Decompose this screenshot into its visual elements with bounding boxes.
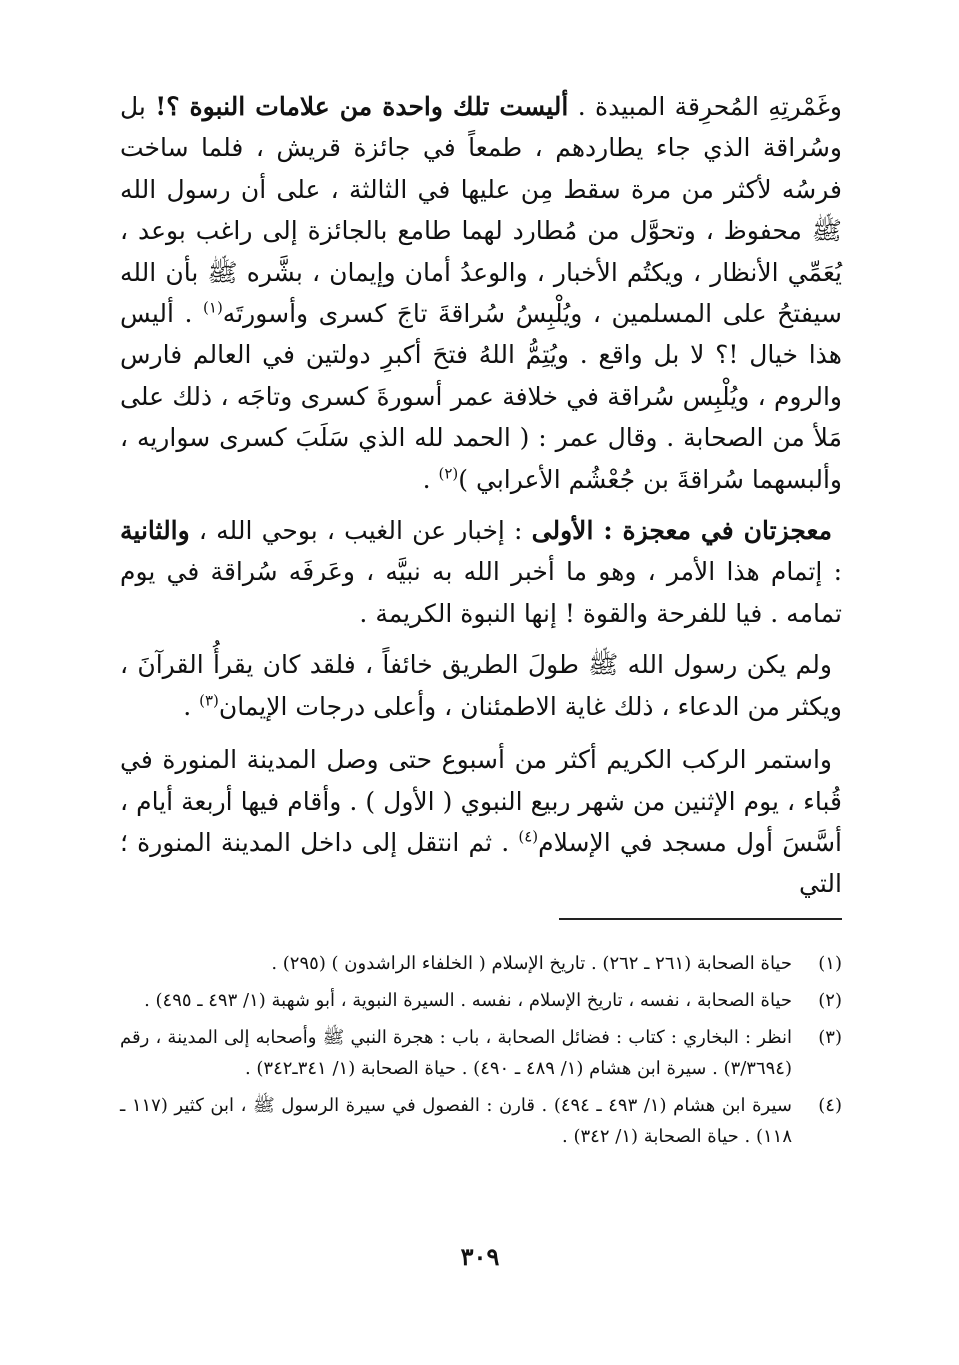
footnote-text: انظر : البخاري : كتاب : فضائل الصحابة ، باب : هجرة النبي ﷺ وأصحابه إلى المدينة ، رقم (٣/٣٦٩٤) . سيرة ابن هشام (١/ ٤٨٩ ـ ٤٩٠) . حياة الصحابة (١/ ٣٤١ـ٣٤٢) . bbox=[120, 1027, 792, 1079]
text-segment: وغَمْرتِهِ المُحرِقة المبيدة . bbox=[568, 92, 842, 121]
text-segment: . أليس هذا خيال !؟ لا بل واقع . ويُتِمُّ اللهُ فتحَ أكبرِ دولتين في العالم فارس والروم ، ويُلْبِس سُراقة في خلافة عمر أسورةَ كسرى وتاجَه ، ذلك على مَلأ من الصحابة . وقال عمر : ( الحمد لله الذي سَلَبَ كسرى سواريه ، وألبسهما سُراقةَ بن جُعْشُم الأعرابي ) bbox=[120, 299, 842, 494]
footnote-reference: (١) bbox=[203, 298, 223, 317]
main-text bbox=[120, 86, 842, 905]
text-segment: : إخبار عن الغيب ، بوحي الله ، bbox=[189, 516, 532, 546]
text-segment: . ثم انتقل إلى داخل المدينة المنورة ؛ التي bbox=[120, 827, 842, 899]
paragraph bbox=[120, 510, 842, 634]
footnote-reference: (٢) bbox=[438, 464, 459, 483]
footnote-reference: (٤) bbox=[518, 827, 539, 846]
footnotes bbox=[120, 948, 842, 1158]
paragraph bbox=[120, 739, 842, 905]
footnote-reference: (٣) bbox=[199, 691, 219, 710]
footnote bbox=[120, 985, 842, 1016]
footnote-number: (٢) bbox=[818, 990, 842, 1011]
bold-text: معجزتان في معجزة : الأولى bbox=[531, 516, 832, 546]
book-page bbox=[120, 86, 842, 1147]
footnote bbox=[120, 1022, 842, 1084]
text-segment: واستمر الركب الكريم أكثر من أسبوع حتى وصل المدينة المنورة في قُباء ، يوم الإثنين من شهر ربيع النبوي ( الأول ) . وأقام فيها أربعة أيام ، أسَّسَ أول مسجد في الإسلام bbox=[120, 745, 842, 857]
footnote-number: (٤) bbox=[818, 1095, 842, 1116]
footnote-number: (١) bbox=[818, 953, 842, 974]
text-segment: بل وسُراقة الذي جاء يطاردهم ، طمعاً في جائزة قريش ، فلما ساخت فرسُه لأكثر من مرة سقط مِن عليها في الثالثة ، على أن رسول الله ﷺ محفوظ ، وتحوَّل من مُطارد لهما طامع بالجائزة إلى راغب بوعد ، يُعَمِّي الأنظار ، ويكتُم الأخبار ، والوعدُ أمان وإيمان ، بشَّره ﷺ بأن الله سيفتحُ على المسلمين ، ويُلْبِسُ سُراقةَ تاجَ كسرى وأسورتَه bbox=[120, 92, 842, 329]
text-segment: ولم يكن رسول الله ﷺ طولَ الطريق خائفاً ، فلقد كان يقرأُ القرآنَ ، ويكثر من الدعاء ، ذلك غاية الاطمئنان ، وأعلى درجات الإيمان bbox=[120, 650, 842, 721]
footnote bbox=[120, 948, 842, 979]
text-segment: . bbox=[183, 691, 200, 721]
footnote-number: (٣) bbox=[818, 1027, 842, 1048]
footnote-text: حياة الصحابة (٢٦١ ـ ٢٦٢) . تاريخ الإسلام ( الخلفاء الراشدون ) (٢٩٥) . bbox=[271, 953, 792, 974]
bold-text: والثانية bbox=[120, 516, 190, 546]
text-segment: . bbox=[422, 464, 439, 494]
footnote-separator bbox=[559, 918, 842, 920]
footnote bbox=[120, 1090, 842, 1152]
paragraph bbox=[120, 86, 842, 500]
footnote-text: سيرة ابن هشام (١/ ٤٩٣ ـ ٤٩٤) . قارن : الفصول في سيرة الرسول ﷺ ، ابن كثير (١١٧ ـ ١١٨) . حياة الصحابة (١/ ٣٤٢) . bbox=[120, 1095, 792, 1147]
text-segment: : إتمام هذا الأمر ، وهو ما أخبر الله به نبيَّه ، وعَرفَه سُراقة في يوم تمامه . فيا للفرحة والقوة ! إنها النبوة الكريمة . bbox=[120, 557, 842, 628]
paragraph bbox=[120, 644, 842, 727]
page-number: ٣٠٩ bbox=[460, 1242, 500, 1271]
footnote-text: حياة الصحابة ، نفسه ، تاريخ الإسلام ، نفسه . السيرة النبوية ، أبو شهبة (١/ ٤٩٣ ـ ٤٩٥) . bbox=[144, 990, 792, 1011]
bold-text: أليست تلك واحدة من علامات النبوة ؟! bbox=[155, 92, 569, 121]
